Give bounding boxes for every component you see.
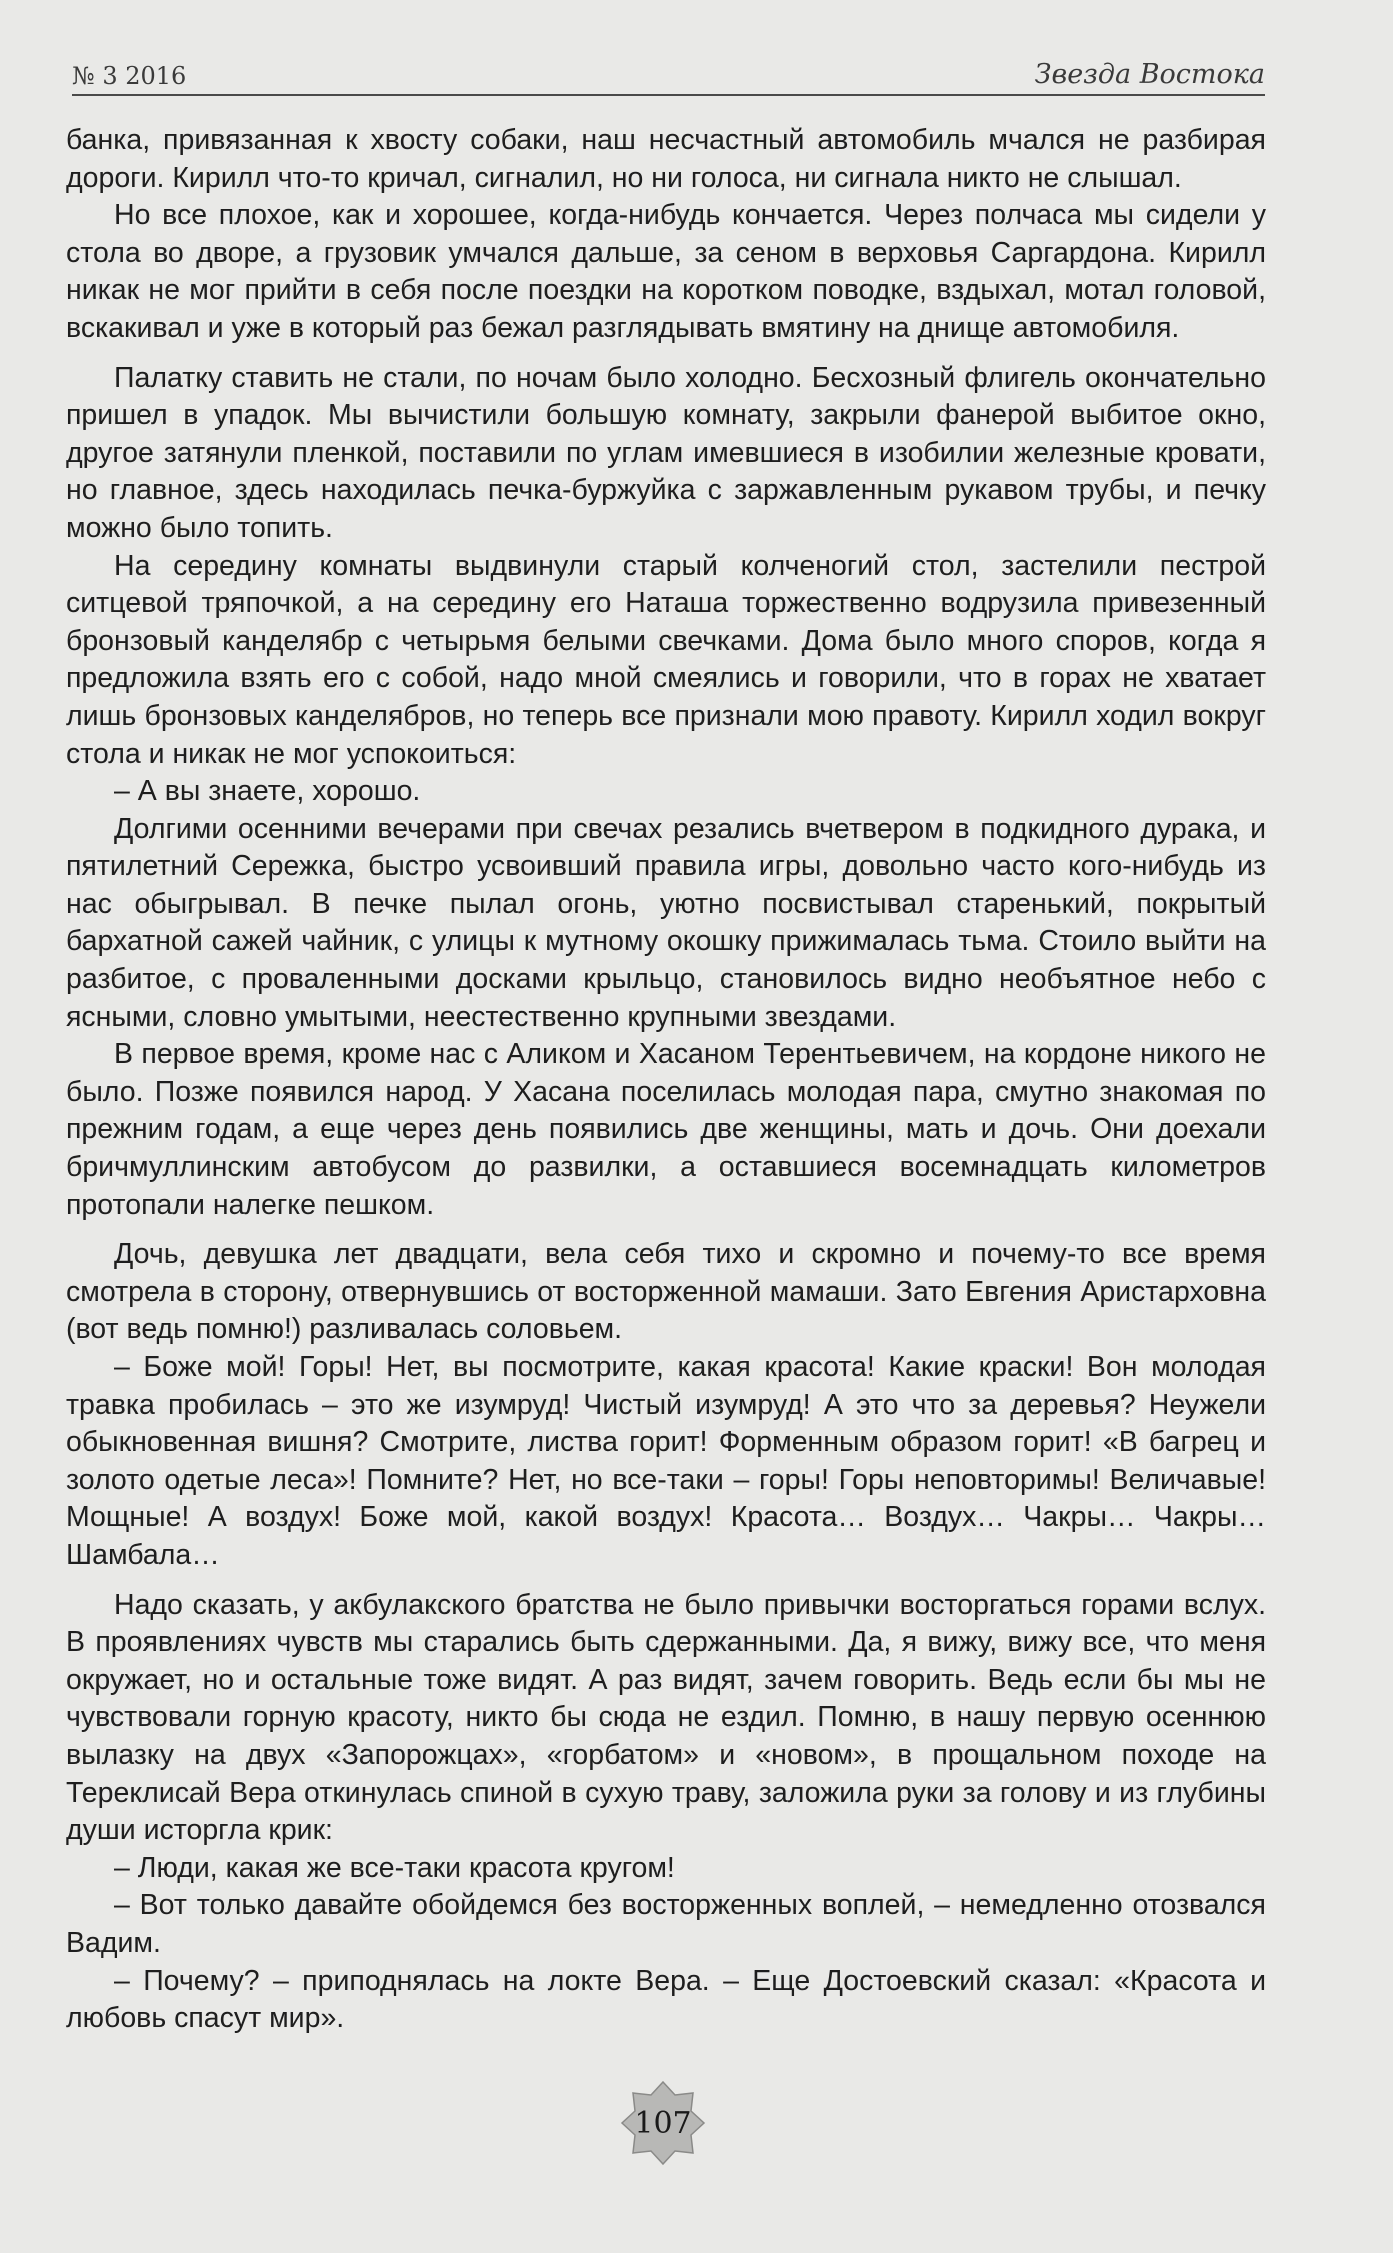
page-number-badge [620,2080,706,2166]
page-number: 107 [634,2105,692,2141]
paragraph: На середину комнаты выдвинули старый колченогий стол, застелили пестрой ситцевой тряпочкой, а на середину его Наташа торжественно водрузила привезенный бронзовый канделябр с четырьмя белыми свечками. Дома было много споров, когда я предложила взять его с собой, надо мной смеялись и говорили, что в горах не хватает лишь бронзовых канделябров, но теперь все признали мою правоту. Кирилл ходил вокруг стола и никак не мог успокоиться: [66,549,1266,770]
paragraph: Палатку ставить не стали, по ночам было холодно. Бесхозный флигель окончательно пришел в упадок. Мы вычистили большую комнату, закрыли фанерой выбитое окно, другое затянули пленкой, поставили по углам имевшиеся в изобилии железные кровати, но главное, здесь находилась печка-буржуйка с заржавленным рукавом трубы, и печку можно было топить. [66,361,1266,544]
paragraph: Дочь, девушка лет двадцати, вела себя тихо и скромно и почему-то все время смотрела в сторону, отвернувшись от восторженной мамаши. Зато Евгения Аристарховна (вот ведь помню!) разливалась соловьем. [66,1238,1266,1346]
issue-number: № 3 2016 [72,62,187,90]
paragraph: – А вы знаете, хорошо. [114,775,421,808]
paragraph: В первое время, кроме нас с Аликом и Хасаном Терентьевичем, на кордоне никого не было. Позже появился народ. У Хасана поселилась молодая пара, смутно знакомая по прежним годам, а еще через день появились две женщины, мать и дочь. Они доехали бричмуллинским автобусом до развилки, а оставшиеся восемнадцать километров протопали налегке пешком. [66,1038,1266,1221]
article-body [66,122,1266,2038]
journal-title: Звезда Востока [1034,59,1265,90]
paragraph: Надо сказать, у акбулакского братства не было привычки восторгаться горами вслух. В проявлениях чувств мы старались быть сдержанными. Да, я вижу, вижу все, что меня окружает, но и остальные тоже видят. А раз видят, зачем говорить. Ведь если бы мы не чувствовали горную красоту, никто бы сюда не ездил. Помню, в нашу первую осеннюю вылазку на двух «Запорожцах», «горбатом» и «новом», в прощальном походе на Тереклисай Вера откинулась спиной в сухую траву, заложила руки за голову и из глубины души исторгла крик: [66,1588,1266,1847]
paragraph: – Люди, какая же все-таки красота кругом! [114,1851,675,1884]
paragraph: Но все плохое, как и хорошее, когда-нибудь кончается. Через полчаса мы сидели у стола во дворе, а грузовик умчался дальше, за сеном в верховья Саргардона. Кирилл никак не мог прийти в себя после поездки на коротком поводке, вздыхал, мотал головой, вскакивал и уже в который раз бежал разглядывать вмятину на днище автомобиля. [66,199,1266,344]
paragraph: – Почему? – приподнялась на локте Вера. – Еще Достоевский сказал: «Красота и любовь спасут мир». [66,1964,1266,2035]
running-header [72,50,1265,96]
paragraph: – Вот только давайте обойдемся без восторженных воплей, – немедленно отозвался Вадим. [66,1889,1266,1959]
paragraph: – Боже мой! Горы! Нет, вы посмотрите, какая красота! Какие краски! Вон молодая травка пробилась – это же изумруд! Чистый изумруд! А это что за деревья? Неужели обыкновенная вишня? Смотрите, листва горит! Форменным образом горит! «В багрец и золото одетые леса»! Помните? Нет, но все-таки – горы! Горы неповторимы! Величавые! Мощные! А воздух! Боже мой, какой воздух! Красота… Воздух… Чакры… Чакры… Шамбала… [66,1351,1266,1571]
paragraph: Долгими осенними вечерами при свечах резались вчетвером в подкидного дурака, и пятилетний Сережка, быстро усвоивший правила игры, довольно часто кого-нибудь из нас обыгрывал. В печке пылал огонь, уютно посвистывал старенький, покрытый бархатной сажей чайник, с улицы к мутному окошку прижималась тьма. Стоило выйти на разбитое, с проваленными досками крыльцо, становилось видно необъятное небо с ясными, словно умытыми, неестественно крупными звездами. [66,812,1266,1033]
paragraph: банка, привязанная к хвосту собаки, наш несчастный автомобиль мчался не разбирая дороги. Кирилл что-то кричал, сигналил, но ни голоса, ни сигнала никто не слышал. [66,124,1266,194]
